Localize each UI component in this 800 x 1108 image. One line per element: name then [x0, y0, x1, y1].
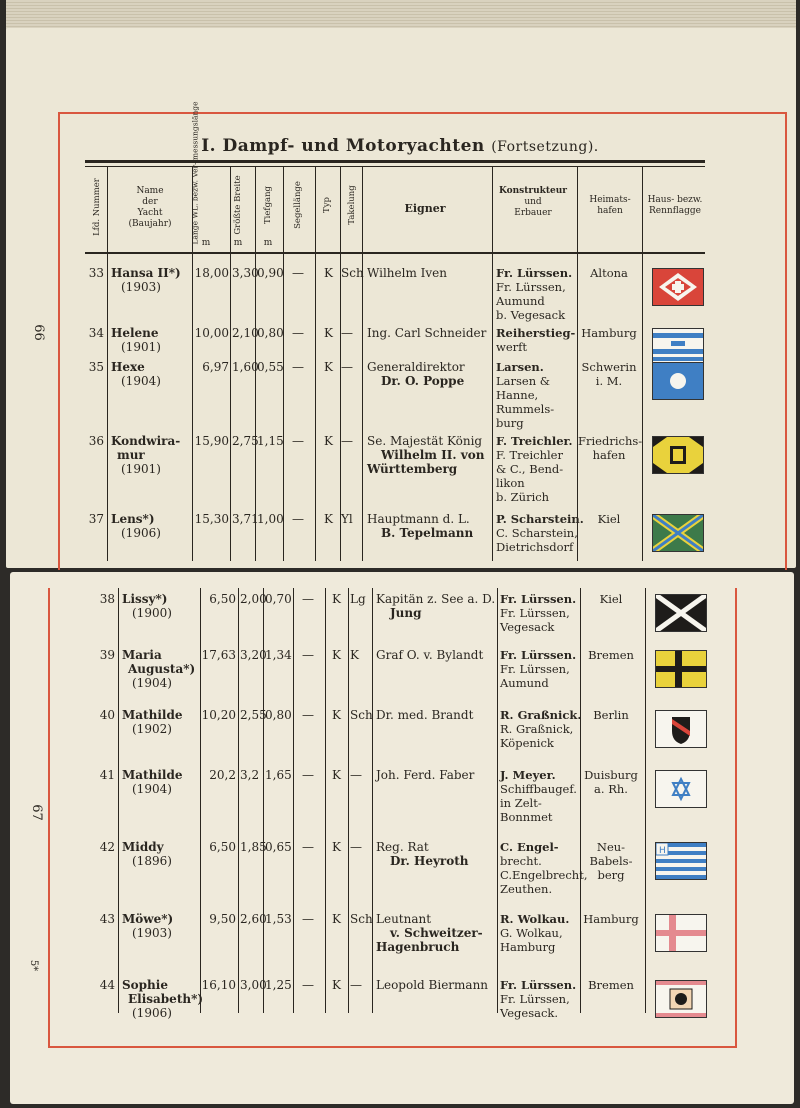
row-number: 38: [99, 592, 115, 606]
title-sub: (Fortsetzung).: [491, 139, 599, 155]
draft-value: 1,15: [257, 434, 284, 448]
column-rule-bottom: [372, 588, 373, 1013]
yacht-flag: [652, 362, 704, 400]
rig-value: —: [341, 434, 353, 448]
row-number: 39: [99, 648, 115, 662]
hdr-tiefgang: Tiefgang: [263, 186, 273, 224]
yacht-name-cont: mur: [117, 448, 145, 462]
hdr-konstr-1: Konstrukteur: [498, 186, 568, 196]
builder-line: Köpenick: [500, 736, 554, 750]
home-port-line: Babels-: [589, 854, 633, 868]
hdr-flagge-1: Haus- bezw.: [647, 195, 703, 205]
hdr-heimat: [580, 195, 640, 217]
owner-line-1: Generaldirektor: [367, 360, 465, 374]
home-port-line: Hamburg: [583, 912, 639, 926]
rig-value: —: [350, 768, 362, 782]
sail-value: —: [292, 266, 304, 280]
type-value: K: [332, 912, 341, 926]
type-value: K: [332, 648, 341, 662]
unit-m-3: m: [263, 238, 273, 248]
owner-line-1: Dr. med. Brandt: [376, 708, 474, 722]
yacht-year: (1906): [132, 1006, 172, 1020]
yacht-year: (1904): [132, 676, 172, 690]
builder-line: Aumund: [500, 676, 549, 690]
builder-line: Fr. Lürssen.: [500, 592, 577, 606]
builder-line: C. Scharstein,: [496, 526, 578, 540]
type-value: K: [332, 592, 341, 606]
home-port-line: Friedrichs-: [578, 434, 643, 448]
builder-line: C.Engelbrecht,: [500, 868, 588, 882]
type-value: K: [324, 326, 333, 340]
hdr-segel: Segellänge: [293, 181, 303, 229]
yacht-flag: [655, 650, 707, 688]
builder-line: Bonnmet: [500, 810, 553, 824]
owner-line-1: Leopold Biermann: [376, 978, 489, 992]
builder-line: F. Treichler: [496, 448, 563, 462]
column-rule-top: [362, 166, 363, 561]
draft-value: 1,25: [265, 978, 292, 992]
length-value: 15,30: [194, 512, 229, 526]
rig-value: Sch: [341, 266, 364, 280]
builder-line: werft: [496, 340, 528, 354]
section-title: [90, 136, 710, 156]
owner-line-2: Wilhelm II. von: [381, 448, 485, 462]
column-rule-top: [492, 166, 493, 561]
length-value: 10,00: [194, 326, 229, 340]
home-port-line: hafen: [592, 448, 626, 462]
signature-mark: 5*: [28, 959, 40, 972]
width-value: 1,60: [232, 360, 259, 374]
yacht-year: (1903): [121, 280, 161, 294]
width-value: 3,00: [240, 978, 267, 992]
sail-value: —: [302, 978, 314, 992]
hdr-konstr-2: und: [524, 197, 542, 207]
builder-line: Fr. Lürssen.: [496, 266, 573, 280]
draft-value: 1,53: [265, 912, 292, 926]
type-value: K: [324, 512, 333, 526]
width-value: 2,00: [240, 592, 267, 606]
page-edges: [6, 0, 796, 30]
builder-line: b. Vegesack: [496, 308, 566, 322]
yacht-flag: [655, 710, 707, 748]
column-rule-top: [230, 166, 231, 561]
row-number: 43: [99, 912, 115, 926]
yacht-name: Lissy*): [122, 592, 168, 606]
rule-header-bottom: [85, 252, 705, 254]
row-number: 35: [88, 360, 104, 374]
width-value: 3,20: [240, 648, 267, 662]
sail-value: —: [302, 648, 314, 662]
owner-line-1: Se. Majestät König: [367, 434, 483, 448]
row-number: 42: [99, 840, 115, 854]
length-value: 17,63: [201, 648, 236, 662]
owner-line-1: Wilhelm Iven: [367, 266, 448, 280]
page-number-66: 66: [30, 324, 46, 341]
owner-line-2: v. Schweitzer-: [390, 926, 483, 940]
owner-line-3: Hagenbruch: [376, 940, 460, 954]
builder-line: Rummels-: [496, 402, 555, 416]
rig-value: Yl: [341, 512, 353, 526]
home-port-line: berg: [597, 868, 625, 882]
builder-line: Fr. Lürssen,: [496, 280, 566, 294]
yacht-name: Hansa II*): [111, 266, 181, 280]
home-port-line: Hamburg: [581, 326, 637, 340]
home-port-line: Bremen: [588, 648, 634, 662]
column-rule-bottom: [118, 588, 119, 1013]
column-rule-bottom: [348, 588, 349, 1013]
hdr-name-1: Name: [136, 186, 164, 196]
hdr-flagge-2: Rennflagge: [649, 206, 701, 216]
width-value: 3,2: [240, 768, 260, 782]
yacht-flag: [652, 514, 704, 552]
rig-value: —: [350, 978, 362, 992]
draft-value: 0,90: [257, 266, 284, 280]
builder-line: in Zelt-: [500, 796, 542, 810]
width-value: 2,10: [232, 326, 259, 340]
owner-line-2: Dr. Heyroth: [390, 854, 469, 868]
sail-value: —: [302, 840, 314, 854]
length-value: 6,97: [202, 360, 229, 374]
yacht-year: (1903): [132, 926, 172, 940]
sail-value: —: [302, 768, 314, 782]
builder-line: & C., Bend-: [496, 462, 564, 476]
owner-line-1: Hauptmann d. L.: [367, 512, 470, 526]
home-port-line: Altona: [590, 266, 628, 280]
builder-line: Fr. Lürssen.: [500, 978, 577, 992]
sail-value: —: [302, 912, 314, 926]
hdr-takel: Takelung: [347, 185, 357, 225]
type-value: K: [324, 434, 333, 448]
rule-top-thin: [85, 166, 705, 167]
yacht-name: Kondwira-: [111, 434, 181, 448]
builder-line: burg: [496, 416, 524, 430]
home-port-line: Kiel: [597, 512, 621, 526]
rig-value: —: [341, 326, 353, 340]
draft-value: 1,65: [265, 768, 292, 782]
unit-m-2: m: [233, 238, 243, 248]
builder-line: R. Graßnick,: [500, 722, 574, 736]
hdr-typ: Typ: [322, 197, 332, 213]
builder-line: Aumund: [496, 294, 545, 308]
type-value: K: [332, 768, 341, 782]
builder-line: J. Meyer.: [500, 768, 556, 782]
home-port-line: Schwerin: [581, 360, 637, 374]
owner-line-2: Dr. O. Poppe: [381, 374, 465, 388]
builder-line: Larsen &: [496, 374, 550, 388]
yacht-name: Mathilde: [122, 708, 183, 722]
owner-line-1: Joh. Ferd. Faber: [376, 768, 475, 782]
builder-line: Hanne,: [496, 388, 539, 402]
hdr-laenge: Länge WL. bezw. Ver- messungslänge: [190, 101, 200, 245]
row-number: 41: [99, 768, 115, 782]
sail-value: —: [292, 326, 304, 340]
builder-line: Zeuthen.: [500, 882, 553, 896]
draft-value: 0,55: [257, 360, 284, 374]
yacht-flag: [655, 842, 707, 880]
rig-value: Lg: [350, 592, 366, 606]
yacht-flag: [652, 268, 704, 306]
yacht-name: Hexe: [111, 360, 145, 374]
width-value: 2,55: [240, 708, 267, 722]
yacht-year: (1896): [132, 854, 172, 868]
rig-value: K: [350, 648, 359, 662]
home-port-line: Neu-: [596, 840, 626, 854]
width-value: 3,71: [232, 512, 259, 526]
home-port-line: i. M.: [595, 374, 623, 388]
hdr-konstr-3: Erbauer: [514, 208, 552, 218]
hdr-flagge: [642, 195, 708, 217]
owner-line-1: Reg. Rat: [376, 840, 429, 854]
rig-value: —: [341, 360, 353, 374]
yacht-flag: [652, 328, 704, 366]
builder-line: Dietrichsdorf: [496, 540, 574, 554]
svg-text:H: H: [659, 846, 666, 856]
yacht-name-cont: Elisabeth*): [128, 992, 204, 1006]
home-port-line: a. Rh.: [594, 782, 628, 796]
rule-top: [85, 160, 705, 163]
builder-line: G. Wolkau,: [500, 926, 563, 940]
draft-value: 0,70: [265, 592, 292, 606]
owner-line-1: Graf O. v. Bylandt: [376, 648, 484, 662]
yacht-name: Sophie: [122, 978, 168, 992]
row-number: 44: [99, 978, 115, 992]
draft-value: 1,34: [265, 648, 292, 662]
yacht-year: (1906): [121, 526, 161, 540]
page-number-67: 67: [28, 804, 44, 821]
length-value: 9,50: [209, 912, 236, 926]
draft-value: 1,00: [257, 512, 284, 526]
builder-line: Fr. Lürssen,: [500, 606, 570, 620]
builder-line: R. Wolkau.: [500, 912, 570, 926]
column-rule-top: [642, 166, 643, 561]
home-port-line: Duisburg: [584, 768, 638, 782]
row-number: 37: [88, 512, 104, 526]
draft-value: 0,80: [265, 708, 292, 722]
row-number: 33: [88, 266, 104, 280]
length-value: 15,90: [194, 434, 229, 448]
unit-m-1: m: [201, 238, 211, 248]
yacht-name-cont: Augusta*): [128, 662, 196, 676]
builder-line: b. Zürich: [496, 490, 550, 504]
sail-value: —: [302, 592, 314, 606]
yacht-name: Mathilde: [122, 768, 183, 782]
column-rule-bottom: [325, 588, 326, 1013]
owner-line-2: B. Tepelmann: [381, 526, 474, 540]
yacht-year: (1901): [121, 340, 161, 354]
hdr-konstr: [492, 186, 574, 219]
yacht-name: Lens*): [111, 512, 155, 526]
column-rule-bottom: [645, 588, 646, 1013]
sail-value: —: [292, 360, 304, 374]
type-value: K: [332, 978, 341, 992]
title-main: I. Dampf- und Motoryachten: [201, 136, 485, 156]
column-rule-top: [315, 166, 316, 561]
hdr-heimat-1: Heimats-: [589, 195, 631, 205]
hdr-name-3: Yacht: [137, 208, 163, 218]
yacht-year: (1900): [132, 606, 172, 620]
length-value: 10,20: [201, 708, 236, 722]
width-value: 1,85: [240, 840, 267, 854]
yacht-name: Middy: [122, 840, 164, 854]
builder-line: F. Treichler.: [496, 434, 573, 448]
builder-line: Fr. Lürssen.: [500, 648, 577, 662]
yacht-flag: [655, 594, 707, 632]
hdr-name-4: (Baujahr): [128, 219, 172, 229]
row-number: 40: [99, 708, 115, 722]
rig-value: Sch: [350, 912, 373, 926]
type-value: K: [332, 708, 341, 722]
length-value: 18,00: [194, 266, 229, 280]
builder-line: brecht.: [500, 854, 542, 868]
rig-value: —: [350, 840, 362, 854]
type-value: K: [324, 266, 333, 280]
owner-line-2: Jung: [390, 606, 422, 620]
length-value: 16,10: [201, 978, 236, 992]
yacht-flag: [655, 770, 707, 808]
row-number: 34: [88, 326, 104, 340]
yacht-year: (1904): [121, 374, 161, 388]
hdr-name: [110, 186, 190, 230]
yacht-name: Helene: [111, 326, 159, 340]
draft-value: 0,65: [265, 840, 292, 854]
width-value: 2,75: [232, 434, 259, 448]
hdr-eigner: Eigner: [404, 202, 446, 215]
hdr-breite: Größte Breite: [233, 175, 243, 235]
yacht-flag: [655, 914, 707, 952]
yacht-year: (1902): [132, 722, 172, 736]
owner-line-3: Württemberg: [367, 462, 458, 476]
builder-line: Vegesack: [500, 620, 555, 634]
builder-line: R. Graßnick.: [500, 708, 582, 722]
length-value: 6,50: [209, 840, 236, 854]
yacht-year: (1904): [132, 782, 172, 796]
width-value: 2,60: [240, 912, 267, 926]
length-value: 20,2: [209, 768, 236, 782]
builder-line: P. Scharstein.: [496, 512, 584, 526]
hdr-nr: Lfd. Nummer: [92, 178, 102, 236]
column-rule-bottom: [293, 588, 294, 1013]
builder-line: C. Engel-: [500, 840, 559, 854]
hdr-name-2: der: [142, 197, 158, 207]
builder-line: Vegesack.: [500, 1006, 559, 1020]
owner-line-1: Leutnant: [376, 912, 432, 926]
builder-line: Schiffbaugef.: [500, 782, 577, 796]
sail-value: —: [292, 434, 304, 448]
builder-line: Fr. Lürssen,: [500, 992, 570, 1006]
rig-value: Sch: [350, 708, 373, 722]
home-port-line: Berlin: [593, 708, 629, 722]
home-port-line: Bremen: [588, 978, 634, 992]
column-rule-top: [107, 166, 108, 561]
builder-line: Hamburg: [500, 940, 556, 954]
type-value: K: [324, 360, 333, 374]
type-value: K: [332, 840, 341, 854]
owner-line-1: Kapitän z. See a. D.: [376, 592, 496, 606]
owner-line-1: Ing. Carl Schneider: [367, 326, 487, 340]
sail-value: —: [302, 708, 314, 722]
length-value: 6,50: [209, 592, 236, 606]
yacht-name: Maria: [122, 648, 162, 662]
home-port-line: Kiel: [599, 592, 623, 606]
width-value: 3,30: [232, 266, 259, 280]
column-rule-bottom: [497, 588, 498, 1013]
builder-line: likon: [496, 476, 525, 490]
column-rule-bottom: [238, 588, 239, 1013]
yacht-name: Möwe*): [122, 912, 174, 926]
sail-value: —: [292, 512, 304, 526]
hdr-heimat-2: hafen: [597, 206, 623, 216]
yacht-year: (1901): [121, 462, 161, 476]
row-number: 36: [88, 434, 104, 448]
draft-value: 0,80: [257, 326, 284, 340]
yacht-flag: [655, 980, 707, 1018]
builder-line: Reiherstieg-: [496, 326, 576, 340]
builder-line: Larsen.: [496, 360, 544, 374]
yacht-flag: [652, 436, 704, 474]
builder-line: Fr. Lürssen,: [500, 662, 570, 676]
